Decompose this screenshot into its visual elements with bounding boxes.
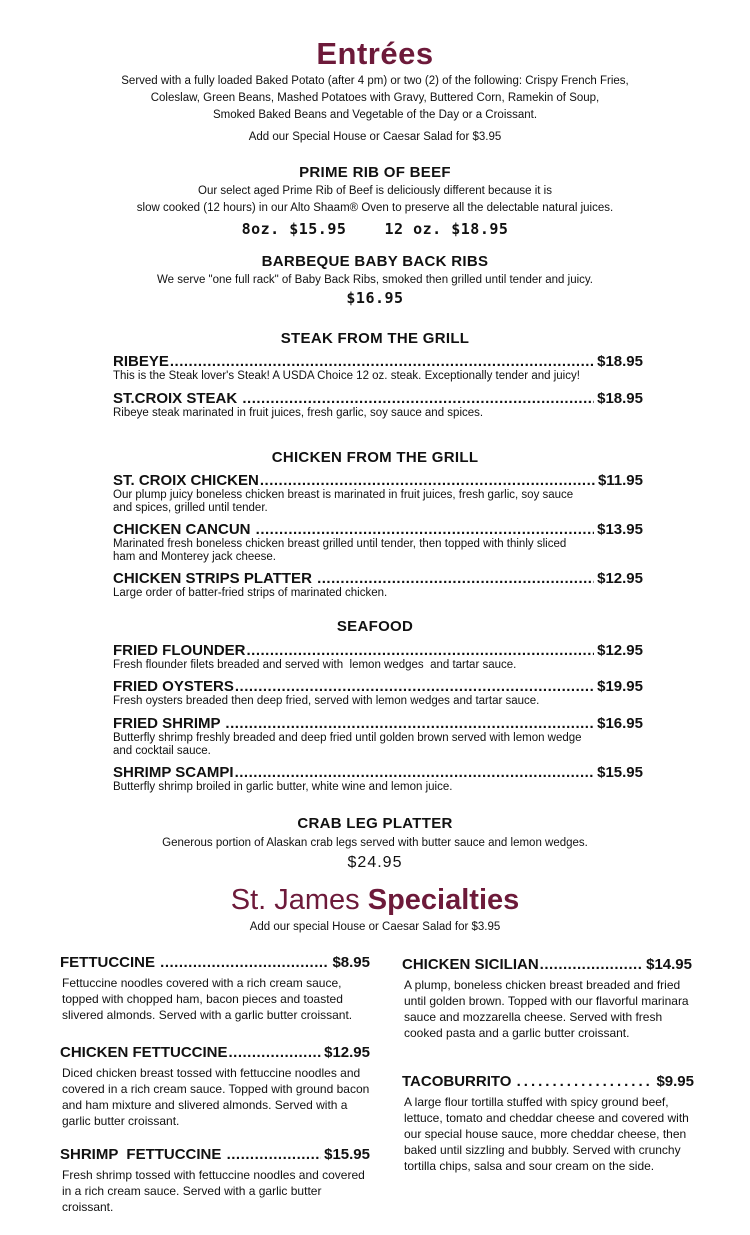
item-price: $15.95 [324,1146,370,1163]
item-desc: Marinated fresh boneless chicken breast grilled until tender, then topped with thinly sliced ham and Monterey jack cheese. [113,538,567,563]
item-price: $18.95 [597,390,643,407]
item-desc: Butterfly shrimp broiled in garlic butter, white wine and lemon juice. [113,781,453,793]
crab-title: CRAB LEG PLATTER [297,815,453,832]
menu-item-st-croix-chicken [113,472,643,514]
prime-rib-section [0,164,750,238]
leader-dots [242,390,594,407]
leader-dots [227,1146,322,1163]
menu-item-ribeye [113,353,643,383]
prime-rib-desc-line: slow cooked (12 hours) in our Alto Shaam® Oven to preserve all the delectable natural juices. [136,202,614,214]
prime-rib-title: PRIME RIB OF BEEF [299,164,451,181]
item-desc: A plump, boneless chicken breast breaded and fried until golden brown. Topped with our flavorful marinara sauce and mozzarella cheese. Served with fresh cooked pasta and a garlic butter croissant. [404,978,689,1040]
leader-dots [260,472,595,489]
specialties-title [0,884,750,917]
specialty-tacoburrito [402,1073,694,1174]
leader-dots [540,956,643,973]
leader-dots [235,764,595,781]
specialty-chicken-fettuccine [60,1044,370,1129]
specialty-shrimp-fettuccine [60,1146,370,1215]
intro-line: Served with a fully loaded Baked Potato (after 4 pm) or two (2) of the following: Crispy French Fries, [121,75,629,87]
seafood-section-title [0,618,750,635]
menu-item-chicken-cancun [113,521,643,563]
chicken-section-title [0,449,750,466]
seafood-title: SEAFOOD [336,618,414,635]
item-price: $16.95 [597,715,643,732]
leader-dots [247,642,595,659]
item-desc: Ribeye steak marinated in fruit juices, fresh garlic, soy sauce and spices. [113,407,484,419]
salad-addon-note: Add our Special House or Caesar Salad for $3.95 [248,131,502,143]
item-desc: Large order of batter-fried strips of marinated chicken. [113,587,388,599]
item-name: FRIED FLOUNDER [113,642,246,659]
item-desc: Diced chicken breast tossed with fettuccine noodles and covered in a rich cream sauce. Topped with ground bacon and ham mixture and slivered almonds. Served with a garlic butter croissant. [62,1066,370,1128]
menu-item-fried-shrimp [113,715,643,757]
crab-price: $24.95 [347,854,403,871]
item-price: $19.95 [597,678,643,695]
crab-desc: Generous portion of Alaskan crab legs served with butter sauce and lemon wedges. [162,837,588,849]
item-price: $12.95 [597,570,643,587]
ribs-desc: We serve "one full rack" of Baby Back Ribs, smoked then grilled until tender and juicy. [156,274,593,286]
item-name: SHRIMP FETTUCCINE [60,1146,226,1163]
item-name: ST. CROIX CHICKEN [113,472,259,489]
item-price: $13.95 [597,521,643,538]
item-price: $14.95 [646,956,692,973]
ribs-price: $16.95 [346,289,404,307]
item-name: SHRIMP SCAMPI [113,764,234,781]
ribs-section [0,253,750,307]
item-name: CHICKEN CANCUN [113,521,255,538]
steak-title: STEAK FROM THE GRILL [280,330,470,347]
specialty-chicken-sicilian [402,956,692,1041]
specialties-addon: Add our special House or Caesar Salad for $3.95 [249,921,501,933]
item-name: ST.CROIX STEAK [113,390,242,407]
item-price: $11.95 [597,472,643,489]
item-price: $12.95 [597,642,643,659]
leader-dots [235,678,594,695]
item-name: FRIED SHRIMP [113,715,225,732]
item-name: CHICKEN FETTUCCINE [60,1044,228,1061]
chicken-title: CHICKEN FROM THE GRILL [271,449,479,466]
leader-dots [256,521,594,538]
item-desc: Fettuccine noodles covered with a rich cream sauce, topped with chopped ham, bacon pieces and toasted slivered almonds. Served with a garlic butter croissant. [62,976,353,1022]
entrees-intro [60,73,690,146]
item-desc: Fresh shrimp tossed with fettuccine noodles and covered in a rich cream sauce. Served with a garlic butter croissant. [62,1168,365,1214]
item-name: TACOBURRITO [402,1073,516,1090]
leader-dots [160,954,329,971]
menu-item-fried-flounder [113,642,643,672]
item-name: CHICKEN SICILIAN [402,956,539,973]
ribs-title: BARBEQUE BABY BACK RIBS [261,253,489,270]
menu-item-fried-oysters [113,678,643,708]
entrees-title: Entrées [316,36,434,71]
item-price: $12.95 [324,1044,370,1061]
leader-dots [170,353,594,370]
leader-dots [225,715,594,732]
menu-item-chicken-strips [113,570,643,600]
prime-rib-price: 8oz. $15.95 12 oz. $18.95 [241,220,509,238]
crab-section [0,815,750,872]
item-price: $9.95 [656,1073,694,1090]
specialties-title-bold: Specialties [367,884,520,916]
item-price: $15.95 [597,764,643,781]
leader-dots [517,1073,654,1090]
item-desc: Our plump juicy boneless chicken breast is marinated in fruit juices, fresh garlic, soy sauce and spices, grilled until tender. [113,489,574,514]
leader-dots [317,570,594,587]
intro-line: Smoked Baked Beans and Vegetable of the Day or a Croissant. [212,109,538,121]
leader-dots [229,1044,322,1061]
prime-rib-desc-line: Our select aged Prime Rib of Beef is deliciously different because it is [198,185,552,197]
item-desc: Fresh flounder filets breaded and served with lemon wedges and tartar sauce. [113,659,517,671]
item-desc: Butterfly shrimp freshly breaded and deep fried until golden brown served with lemon wedge and cocktail sauce. [113,732,582,757]
intro-line: Coleslaw, Green Beans, Mashed Potatoes with Gravy, Buttered Corn, Ramekin of Soup, [150,92,600,104]
menu-item-st-croix-steak [113,390,643,420]
specialties-title-plain: St. James [230,884,368,916]
specialty-fettuccine [60,954,370,1023]
item-name: RIBEYE [113,353,169,370]
item-price: $18.95 [597,353,643,370]
item-desc: A large flour tortilla stuffed with spicy ground beef, lettuce, tomato and cheddar cheese and covered with our special house sauce, more cheddar cheese, then baked until sizzling and bubbly. Served with crunchy tortilla chips, salsa and sour cream on the side. [404,1095,689,1173]
item-name: FRIED OYSTERS [113,678,234,695]
item-price: $8.95 [332,954,370,971]
item-desc: This is the Steak lover's Steak! A USDA Choice 12 oz. steak. Exceptionally tender and juicy! [113,370,580,382]
item-desc: Fresh oysters breaded then deep fried, served with lemon wedges and tartar sauce. [113,695,540,707]
menu-item-shrimp-scampi [113,764,643,794]
item-name: CHICKEN STRIPS PLATTER [113,570,317,587]
steak-section-title [0,330,750,347]
item-name: FETTUCCINE [60,954,160,971]
